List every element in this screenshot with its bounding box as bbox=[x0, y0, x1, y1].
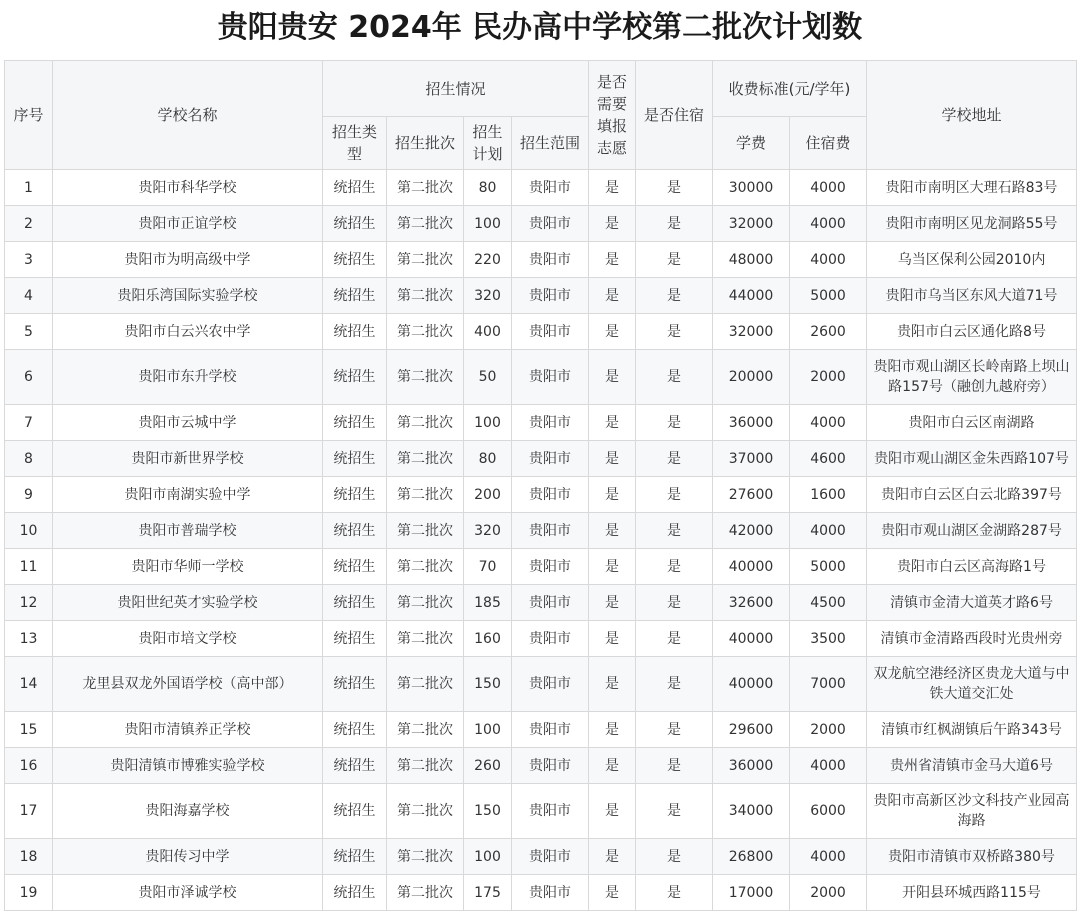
table-row bbox=[5, 314, 1077, 350]
cell-boarding: 是 bbox=[636, 350, 713, 405]
cell-enroll-scope: 贵阳市 bbox=[512, 748, 589, 784]
cell-address: 贵州省清镇市金马大道6号 bbox=[867, 748, 1077, 784]
cell-school-name: 贵阳市普瑞学校 bbox=[53, 513, 323, 549]
cell-tuition: 29600 bbox=[713, 712, 790, 748]
cell-dorm-fee: 2600 bbox=[790, 314, 867, 350]
table-header bbox=[5, 61, 1077, 170]
cell-boarding: 是 bbox=[636, 657, 713, 712]
cell-boarding: 是 bbox=[636, 170, 713, 206]
header-fee-group: 收费标准(元/学年) bbox=[713, 61, 867, 117]
table-row bbox=[5, 513, 1077, 549]
cell-tuition: 36000 bbox=[713, 748, 790, 784]
cell-dorm-fee: 1600 bbox=[790, 477, 867, 513]
cell-boarding: 是 bbox=[636, 784, 713, 839]
cell-enroll-batch: 第二批次 bbox=[387, 748, 464, 784]
table-row bbox=[5, 405, 1077, 441]
cell-need-wish: 是 bbox=[589, 170, 636, 206]
cell-dorm-fee: 5000 bbox=[790, 278, 867, 314]
cell-enroll-scope: 贵阳市 bbox=[512, 242, 589, 278]
cell-need-wish: 是 bbox=[589, 278, 636, 314]
cell-school-name: 贵阳市云城中学 bbox=[53, 405, 323, 441]
cell-enroll-type: 统招生 bbox=[323, 549, 387, 585]
cell-tuition: 20000 bbox=[713, 350, 790, 405]
table-row bbox=[5, 712, 1077, 748]
cell-address: 清镇市金清路西段时光贵州旁 bbox=[867, 621, 1077, 657]
cell-index: 1 bbox=[5, 170, 53, 206]
cell-school-name: 贵阳市白云兴农中学 bbox=[53, 314, 323, 350]
cell-enroll-type: 统招生 bbox=[323, 712, 387, 748]
cell-enroll-scope: 贵阳市 bbox=[512, 314, 589, 350]
cell-enroll-batch: 第二批次 bbox=[387, 585, 464, 621]
cell-school-name: 贵阳乐湾国际实验学校 bbox=[53, 278, 323, 314]
cell-boarding: 是 bbox=[636, 314, 713, 350]
header-enroll-type: 招生类型 bbox=[323, 117, 387, 170]
cell-enroll-plan: 400 bbox=[464, 314, 512, 350]
cell-tuition: 26800 bbox=[713, 839, 790, 875]
cell-enroll-type: 统招生 bbox=[323, 585, 387, 621]
cell-dorm-fee: 6000 bbox=[790, 784, 867, 839]
cell-boarding: 是 bbox=[636, 712, 713, 748]
cell-enroll-type: 统招生 bbox=[323, 784, 387, 839]
table-row bbox=[5, 206, 1077, 242]
cell-address: 贵阳市高新区沙文科技产业园高海路 bbox=[867, 784, 1077, 839]
header-school-name: 学校名称 bbox=[53, 61, 323, 170]
table-body bbox=[5, 170, 1077, 911]
cell-tuition: 40000 bbox=[713, 657, 790, 712]
cell-address: 贵阳市清镇市双桥路380号 bbox=[867, 839, 1077, 875]
cell-enroll-batch: 第二批次 bbox=[387, 712, 464, 748]
table-row bbox=[5, 748, 1077, 784]
cell-enroll-batch: 第二批次 bbox=[387, 513, 464, 549]
cell-enroll-scope: 贵阳市 bbox=[512, 350, 589, 405]
cell-dorm-fee: 3500 bbox=[790, 621, 867, 657]
cell-school-name: 贵阳传习中学 bbox=[53, 839, 323, 875]
page-title: 贵阳贵安 2024年 民办高中学校第二批次计划数 bbox=[217, 10, 863, 45]
cell-school-name: 龙里县双龙外国语学校（高中部） bbox=[53, 657, 323, 712]
cell-enroll-plan: 260 bbox=[464, 748, 512, 784]
table-row bbox=[5, 170, 1077, 206]
cell-address: 开阳县环城西路115号 bbox=[867, 875, 1077, 911]
cell-boarding: 是 bbox=[636, 621, 713, 657]
cell-dorm-fee: 7000 bbox=[790, 657, 867, 712]
cell-enroll-plan: 150 bbox=[464, 784, 512, 839]
cell-tuition: 36000 bbox=[713, 405, 790, 441]
cell-school-name: 贵阳市南湖实验中学 bbox=[53, 477, 323, 513]
cell-school-name: 贵阳清镇市博雅实验学校 bbox=[53, 748, 323, 784]
cell-enroll-batch: 第二批次 bbox=[387, 657, 464, 712]
cell-enroll-batch: 第二批次 bbox=[387, 206, 464, 242]
cell-index: 6 bbox=[5, 350, 53, 405]
cell-enroll-plan: 200 bbox=[464, 477, 512, 513]
cell-need-wish: 是 bbox=[589, 839, 636, 875]
cell-address: 乌当区保利公园2010内 bbox=[867, 242, 1077, 278]
cell-index: 7 bbox=[5, 405, 53, 441]
cell-dorm-fee: 4000 bbox=[790, 513, 867, 549]
cell-dorm-fee: 4000 bbox=[790, 748, 867, 784]
cell-address: 贵阳市观山湖区金湖路287号 bbox=[867, 513, 1077, 549]
cell-enroll-scope: 贵阳市 bbox=[512, 839, 589, 875]
header-tuition: 学费 bbox=[713, 117, 790, 170]
enrollment-table bbox=[4, 60, 1077, 911]
cell-index: 10 bbox=[5, 513, 53, 549]
cell-need-wish: 是 bbox=[589, 748, 636, 784]
cell-address: 清镇市红枫湖镇后午路343号 bbox=[867, 712, 1077, 748]
cell-enroll-type: 统招生 bbox=[323, 839, 387, 875]
table-row bbox=[5, 441, 1077, 477]
cell-dorm-fee: 2000 bbox=[790, 875, 867, 911]
cell-enroll-batch: 第二批次 bbox=[387, 314, 464, 350]
cell-need-wish: 是 bbox=[589, 585, 636, 621]
cell-enroll-plan: 320 bbox=[464, 278, 512, 314]
cell-tuition: 32000 bbox=[713, 206, 790, 242]
cell-enroll-scope: 贵阳市 bbox=[512, 405, 589, 441]
table-row bbox=[5, 477, 1077, 513]
cell-enroll-plan: 100 bbox=[464, 206, 512, 242]
header-enroll-scope: 招生范围 bbox=[512, 117, 589, 170]
cell-enroll-batch: 第二批次 bbox=[387, 170, 464, 206]
cell-dorm-fee: 4000 bbox=[790, 405, 867, 441]
cell-need-wish: 是 bbox=[589, 206, 636, 242]
cell-tuition: 40000 bbox=[713, 549, 790, 585]
cell-enroll-scope: 贵阳市 bbox=[512, 549, 589, 585]
header-boarding: 是否住宿 bbox=[636, 61, 713, 170]
cell-need-wish: 是 bbox=[589, 784, 636, 839]
cell-address: 贵阳市南明区大理石路83号 bbox=[867, 170, 1077, 206]
cell-dorm-fee: 2000 bbox=[790, 350, 867, 405]
cell-enroll-scope: 贵阳市 bbox=[512, 657, 589, 712]
cell-index: 14 bbox=[5, 657, 53, 712]
cell-need-wish: 是 bbox=[589, 350, 636, 405]
cell-boarding: 是 bbox=[636, 549, 713, 585]
header-enroll-batch: 招生批次 bbox=[387, 117, 464, 170]
cell-enroll-plan: 150 bbox=[464, 657, 512, 712]
cell-index: 4 bbox=[5, 278, 53, 314]
cell-enroll-plan: 320 bbox=[464, 513, 512, 549]
cell-school-name: 贵阳市新世界学校 bbox=[53, 441, 323, 477]
cell-enroll-scope: 贵阳市 bbox=[512, 206, 589, 242]
cell-index: 15 bbox=[5, 712, 53, 748]
cell-school-name: 贵阳市培文学校 bbox=[53, 621, 323, 657]
cell-dorm-fee: 4000 bbox=[790, 242, 867, 278]
cell-need-wish: 是 bbox=[589, 314, 636, 350]
cell-enroll-type: 统招生 bbox=[323, 314, 387, 350]
cell-enroll-batch: 第二批次 bbox=[387, 875, 464, 911]
header-enroll-plan: 招生计划 bbox=[464, 117, 512, 170]
cell-boarding: 是 bbox=[636, 477, 713, 513]
cell-index: 2 bbox=[5, 206, 53, 242]
cell-enroll-type: 统招生 bbox=[323, 657, 387, 712]
cell-enroll-scope: 贵阳市 bbox=[512, 585, 589, 621]
cell-tuition: 27600 bbox=[713, 477, 790, 513]
cell-address: 贵阳市白云区通化路8号 bbox=[867, 314, 1077, 350]
cell-dorm-fee: 4600 bbox=[790, 441, 867, 477]
cell-boarding: 是 bbox=[636, 875, 713, 911]
cell-enroll-plan: 220 bbox=[464, 242, 512, 278]
cell-tuition: 42000 bbox=[713, 513, 790, 549]
cell-address: 贵阳市乌当区东风大道71号 bbox=[867, 278, 1077, 314]
header-dorm-fee: 住宿费 bbox=[790, 117, 867, 170]
cell-school-name: 贵阳市清镇养正学校 bbox=[53, 712, 323, 748]
cell-address: 贵阳市观山湖区金朱西路107号 bbox=[867, 441, 1077, 477]
cell-school-name: 贵阳市华师一学校 bbox=[53, 549, 323, 585]
cell-enroll-plan: 50 bbox=[464, 350, 512, 405]
header-address: 学校地址 bbox=[867, 61, 1077, 170]
cell-boarding: 是 bbox=[636, 278, 713, 314]
cell-need-wish: 是 bbox=[589, 875, 636, 911]
table-row bbox=[5, 585, 1077, 621]
cell-boarding: 是 bbox=[636, 839, 713, 875]
table-row bbox=[5, 549, 1077, 585]
table-row bbox=[5, 657, 1077, 712]
cell-school-name: 贵阳市正谊学校 bbox=[53, 206, 323, 242]
cell-dorm-fee: 5000 bbox=[790, 549, 867, 585]
cell-need-wish: 是 bbox=[589, 549, 636, 585]
cell-enroll-plan: 175 bbox=[464, 875, 512, 911]
cell-index: 18 bbox=[5, 839, 53, 875]
header-index: 序号 bbox=[5, 61, 53, 170]
cell-address: 清镇市金清大道英才路6号 bbox=[867, 585, 1077, 621]
cell-index: 17 bbox=[5, 784, 53, 839]
cell-index: 3 bbox=[5, 242, 53, 278]
cell-dorm-fee: 4000 bbox=[790, 170, 867, 206]
cell-enroll-batch: 第二批次 bbox=[387, 839, 464, 875]
cell-dorm-fee: 4500 bbox=[790, 585, 867, 621]
cell-tuition: 40000 bbox=[713, 621, 790, 657]
cell-enroll-scope: 贵阳市 bbox=[512, 621, 589, 657]
cell-enroll-scope: 贵阳市 bbox=[512, 784, 589, 839]
cell-index: 13 bbox=[5, 621, 53, 657]
cell-enroll-type: 统招生 bbox=[323, 405, 387, 441]
cell-need-wish: 是 bbox=[589, 405, 636, 441]
cell-enroll-plan: 80 bbox=[464, 441, 512, 477]
cell-need-wish: 是 bbox=[589, 513, 636, 549]
cell-enroll-type: 统招生 bbox=[323, 170, 387, 206]
cell-school-name: 贵阳海嘉学校 bbox=[53, 784, 323, 839]
header-enroll-group: 招生情况 bbox=[323, 61, 589, 117]
cell-address: 双龙航空港经济区贵龙大道与中铁大道交汇处 bbox=[867, 657, 1077, 712]
cell-school-name: 贵阳市东升学校 bbox=[53, 350, 323, 405]
cell-dorm-fee: 2000 bbox=[790, 712, 867, 748]
cell-tuition: 30000 bbox=[713, 170, 790, 206]
header-need-wish: 是否需要填报志愿 bbox=[589, 61, 636, 170]
cell-need-wish: 是 bbox=[589, 712, 636, 748]
cell-enroll-plan: 100 bbox=[464, 839, 512, 875]
cell-enroll-batch: 第二批次 bbox=[387, 278, 464, 314]
cell-need-wish: 是 bbox=[589, 441, 636, 477]
table-row bbox=[5, 242, 1077, 278]
cell-index: 12 bbox=[5, 585, 53, 621]
cell-index: 19 bbox=[5, 875, 53, 911]
cell-school-name: 贵阳市科华学校 bbox=[53, 170, 323, 206]
cell-enroll-batch: 第二批次 bbox=[387, 350, 464, 405]
cell-enroll-type: 统招生 bbox=[323, 242, 387, 278]
cell-enroll-scope: 贵阳市 bbox=[512, 278, 589, 314]
cell-boarding: 是 bbox=[636, 441, 713, 477]
cell-enroll-batch: 第二批次 bbox=[387, 405, 464, 441]
cell-boarding: 是 bbox=[636, 513, 713, 549]
cell-index: 5 bbox=[5, 314, 53, 350]
cell-enroll-type: 统招生 bbox=[323, 206, 387, 242]
cell-enroll-plan: 70 bbox=[464, 549, 512, 585]
cell-enroll-scope: 贵阳市 bbox=[512, 441, 589, 477]
cell-dorm-fee: 4000 bbox=[790, 206, 867, 242]
cell-enroll-type: 统招生 bbox=[323, 477, 387, 513]
cell-enroll-batch: 第二批次 bbox=[387, 477, 464, 513]
cell-enroll-type: 统招生 bbox=[323, 350, 387, 405]
cell-boarding: 是 bbox=[636, 206, 713, 242]
cell-index: 8 bbox=[5, 441, 53, 477]
cell-enroll-batch: 第二批次 bbox=[387, 621, 464, 657]
cell-school-name: 贵阳市泽诚学校 bbox=[53, 875, 323, 911]
cell-address: 贵阳市白云区南湖路 bbox=[867, 405, 1077, 441]
cell-enroll-plan: 100 bbox=[464, 405, 512, 441]
cell-tuition: 32600 bbox=[713, 585, 790, 621]
cell-enroll-batch: 第二批次 bbox=[387, 549, 464, 585]
cell-need-wish: 是 bbox=[589, 621, 636, 657]
cell-enroll-scope: 贵阳市 bbox=[512, 513, 589, 549]
table-row bbox=[5, 839, 1077, 875]
table-row bbox=[5, 784, 1077, 839]
cell-enroll-scope: 贵阳市 bbox=[512, 875, 589, 911]
cell-enroll-type: 统招生 bbox=[323, 278, 387, 314]
cell-enroll-type: 统招生 bbox=[323, 513, 387, 549]
cell-enroll-batch: 第二批次 bbox=[387, 242, 464, 278]
cell-tuition: 32000 bbox=[713, 314, 790, 350]
cell-enroll-scope: 贵阳市 bbox=[512, 170, 589, 206]
table-row bbox=[5, 875, 1077, 911]
cell-address: 贵阳市白云区白云北路397号 bbox=[867, 477, 1077, 513]
cell-enroll-plan: 100 bbox=[464, 712, 512, 748]
cell-boarding: 是 bbox=[636, 748, 713, 784]
cell-address: 贵阳市南明区见龙洞路55号 bbox=[867, 206, 1077, 242]
cell-enroll-batch: 第二批次 bbox=[387, 784, 464, 839]
cell-index: 16 bbox=[5, 748, 53, 784]
table-row bbox=[5, 621, 1077, 657]
cell-index: 11 bbox=[5, 549, 53, 585]
cell-enroll-type: 统招生 bbox=[323, 875, 387, 911]
cell-need-wish: 是 bbox=[589, 477, 636, 513]
cell-school-name: 贵阳市为明高级中学 bbox=[53, 242, 323, 278]
cell-need-wish: 是 bbox=[589, 657, 636, 712]
table-row bbox=[5, 350, 1077, 405]
cell-tuition: 44000 bbox=[713, 278, 790, 314]
cell-boarding: 是 bbox=[636, 405, 713, 441]
cell-enroll-type: 统招生 bbox=[323, 441, 387, 477]
cell-enroll-scope: 贵阳市 bbox=[512, 712, 589, 748]
cell-tuition: 48000 bbox=[713, 242, 790, 278]
cell-boarding: 是 bbox=[636, 585, 713, 621]
cell-school-name: 贵阳世纪英才实验学校 bbox=[53, 585, 323, 621]
cell-tuition: 17000 bbox=[713, 875, 790, 911]
cell-enroll-type: 统招生 bbox=[323, 748, 387, 784]
table-row bbox=[5, 278, 1077, 314]
cell-enroll-type: 统招生 bbox=[323, 621, 387, 657]
cell-dorm-fee: 4000 bbox=[790, 839, 867, 875]
cell-address: 贵阳市观山湖区长岭南路上坝山路157号（融创九越府旁） bbox=[867, 350, 1077, 405]
cell-enroll-batch: 第二批次 bbox=[387, 441, 464, 477]
cell-address: 贵阳市白云区高海路1号 bbox=[867, 549, 1077, 585]
cell-tuition: 37000 bbox=[713, 441, 790, 477]
cell-enroll-plan: 160 bbox=[464, 621, 512, 657]
cell-enroll-plan: 185 bbox=[464, 585, 512, 621]
cell-boarding: 是 bbox=[636, 242, 713, 278]
cell-enroll-scope: 贵阳市 bbox=[512, 477, 589, 513]
cell-index: 9 bbox=[5, 477, 53, 513]
cell-tuition: 34000 bbox=[713, 784, 790, 839]
cell-enroll-plan: 80 bbox=[464, 170, 512, 206]
cell-need-wish: 是 bbox=[589, 242, 636, 278]
